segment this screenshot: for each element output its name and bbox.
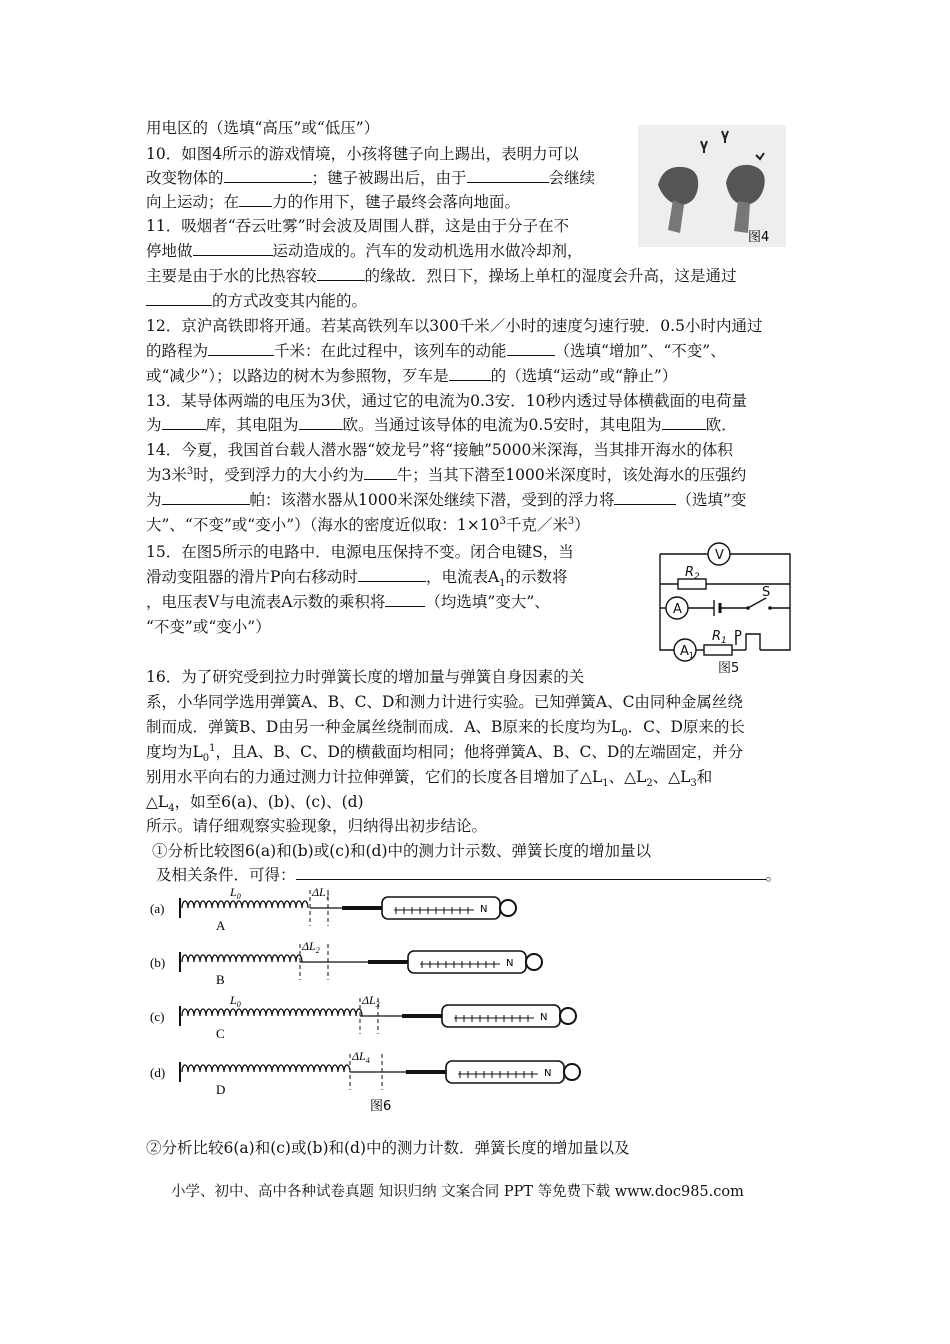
r2-label: $R_2$ — [685, 565, 700, 582]
meter-ring — [526, 954, 542, 970]
row-tag: (d) — [150, 1065, 166, 1080]
text-line: $\triangle L_4$，如至6(a)、(b)、(c)、(d) — [146, 793, 364, 815]
text-line: 所示。请仔细观察实验现象，归纳得出初步结论。 — [146, 817, 488, 835]
r1-label: $R_1$ — [712, 629, 727, 646]
shuttlecock-illustration — [638, 125, 786, 247]
meter-unit-label: N — [540, 1012, 548, 1023]
delta-label: $\Delta L_3$ — [362, 993, 380, 1009]
answer-blank[interactable] — [224, 167, 312, 183]
meter-ring — [564, 1064, 580, 1080]
text-line: 为 库，其电阻为 欧。当通过该导体的电流为0.5安时，其电阻为 欧． — [146, 416, 737, 434]
answer-blank[interactable] — [193, 240, 273, 256]
ammeter-a-label: A — [673, 602, 682, 617]
answer-blank[interactable] — [385, 591, 425, 607]
text-line: 的方式改变其内能的。 — [146, 290, 367, 312]
meter-ring — [500, 900, 516, 916]
meter-rod — [342, 906, 382, 910]
page-footer: 小学、初中、高中各种试卷真题 知识归纳 文案合同 PPT 等免费下载 www.doc985.com — [171, 1184, 744, 1200]
sub-question-2: ②分析比较6(a)和(c)或(b)和(d)中的测力计数．弹簧长度的增加量以及 — [146, 1139, 630, 1157]
switch-label: S — [762, 585, 771, 600]
spring-experiment-diagram — [150, 886, 610, 1116]
circuit-diagram — [630, 540, 812, 676]
text-line: 滑动变阻器的滑片P向右移动时 ，电流表$A_1$的示数将 — [146, 568, 568, 590]
delta-label: $\Delta L_4$ — [352, 1049, 370, 1065]
question-12: 12．京沪高铁即将开通。若某高铁列车以300千米／小时的速度匀速行驶．0.5小时内通过 — [146, 317, 763, 335]
meter-unit-label: N — [544, 1068, 552, 1079]
question-13: 13．某导体两端的电压为3伏，通过它的电流为0.3安．10秒内透过导体横截面的电荷量 — [146, 392, 747, 410]
text-line: 度均为$L_0^1$，且A、B、C、D的横截面均相同；他将弹簧A、B、C、D的左端固定，并分 — [146, 742, 744, 765]
spring-label: D — [216, 1082, 226, 1097]
figure-4 — [638, 125, 786, 247]
text-line: 为3米$^3$时，受到浮力的大小约为 牛；当其下潜至1000米深度时，该处海水的压强约 — [146, 465, 747, 484]
ammeter-a1-label: $A_1$ — [680, 644, 694, 660]
answer-blank[interactable] — [614, 489, 676, 505]
meter-unit-label: N — [506, 958, 514, 969]
sub-question-1: ①分析比较图6(a)和(b)或(c)和(d)中的测力计示数、弹簧长度的增加量以 — [152, 842, 652, 860]
answer-blank[interactable] — [146, 290, 212, 306]
row-tag: (c) — [150, 1009, 165, 1024]
spring-coil — [182, 955, 302, 962]
figure-4-caption: 图4 — [748, 230, 770, 245]
text-line: 主要是由于水的比热容较 的缘故．烈日下，操场上单杠的湿度会升高，这是通过 — [146, 267, 737, 285]
delta-label: $\Delta L_1$ — [312, 886, 330, 901]
spring-coil — [182, 901, 308, 908]
voltmeter-label: V — [715, 548, 724, 563]
spring-label: A — [216, 918, 226, 933]
answer-blank[interactable] — [364, 464, 397, 480]
text-line: 为 帕：该潜水器从1000米深处继续下潜，受到的浮力将 （选填”变 — [146, 491, 747, 509]
text-line: 别用水平向右的力通过测力计拉伸弹簧，它们的长度各目增加了$\triangle L_1$、$\triangle L_2$、$\triangle L_3$和 — [146, 768, 713, 790]
answer-blank[interactable] — [208, 340, 274, 356]
question-11: 11．吸烟者“吞云吐雾”时会波及周围人群，这是由于分子在不 — [146, 217, 570, 235]
text-line: 向上运动；在 力的作用下，毽子最终会落向地面。 — [146, 193, 521, 211]
answer-blank[interactable] — [358, 566, 426, 582]
length-label: $L_0$ — [230, 886, 241, 901]
text-line: ，电压表V与电流表A示数的乘积将 （均选填”变大”、 — [146, 593, 550, 611]
question-16: 16．为了研究受到拉力时弹簧长度的增加量与弹簧自身因素的关 — [146, 668, 585, 686]
question-10: 10．如图4所示的游戏情境，小孩将毽子向上踢出，表明力可以 — [146, 145, 579, 163]
answer-blank[interactable] — [507, 340, 555, 356]
text-line: 用电区的（选填“高压”或“低压”） — [146, 119, 380, 137]
answer-blank[interactable] — [467, 167, 549, 183]
answer-blank[interactable] — [239, 191, 272, 207]
meter-rod — [402, 1014, 442, 1018]
spring-label: B — [216, 972, 225, 987]
text-line: “不变”或“变小”） — [146, 618, 271, 636]
spring-label: C — [216, 1026, 225, 1041]
text-line: 系，小华同学选用弹簧A、B、C、D和测力计进行实验。已知弹簧A、C由同种金属丝绕 — [146, 693, 743, 711]
answer-blank[interactable] — [296, 864, 766, 880]
row-tag: (b) — [150, 955, 166, 970]
figure-6-caption: 图6 — [370, 1099, 392, 1114]
answer-blank[interactable] — [662, 414, 706, 430]
question-15: 15．在图5所示的电路中．电源电压保持不变。闭合电键S，当 — [146, 543, 574, 561]
text-line: 及相关条件．可得： 。 — [156, 866, 782, 884]
text-line: 或“减少”）；以路边的树木为参照物，歹车是 的（选填“运动”或“静止”） — [146, 367, 678, 385]
spring-coil — [182, 1009, 362, 1016]
delta-label: $\Delta L_2$ — [302, 939, 320, 955]
answer-blank[interactable] — [449, 365, 491, 381]
figure-5 — [630, 540, 812, 676]
slider-p-label: P — [734, 629, 742, 644]
length-label: $L_0$ — [230, 993, 241, 1009]
answer-blank[interactable] — [317, 265, 365, 281]
text-line: 停地做 运动造成的。汽车的发动机选用水做冷却剂， — [146, 242, 583, 260]
meter-rod — [368, 960, 408, 964]
spring-coil — [182, 1065, 350, 1072]
answer-blank[interactable] — [162, 489, 250, 505]
meter-rod — [406, 1070, 446, 1074]
meter-ring — [560, 1008, 576, 1024]
meter-unit-label: N — [480, 904, 488, 915]
text-line: 的路程为 千米：在此过程中，该列车的动能 （选填“增加”、“不变”、 — [146, 342, 726, 360]
text-line: 改变物体的 ；毽子被踢出后，由于 会继续 — [146, 169, 596, 187]
question-14: 14．今夏，我国首台载人潜水器“姣龙号”将“接触”5000米深海，当其排开海水的体积 — [146, 441, 733, 459]
figure-6 — [150, 886, 610, 1116]
text-line: 大”、“不变”或“变小”）（海水的密度近似取：$1\times 10^3$千克／米$^3$） — [146, 515, 590, 534]
text-line: 制而成．弹簧B、D由另一种金属丝绕制而成．A、B原来的长度均为$L_0$．C、D原来的长 — [146, 718, 745, 740]
row-tag: (a) — [150, 901, 165, 916]
figure-5-caption: 图5 — [718, 661, 740, 676]
answer-blank[interactable] — [299, 414, 343, 430]
answer-blank[interactable] — [162, 414, 206, 430]
